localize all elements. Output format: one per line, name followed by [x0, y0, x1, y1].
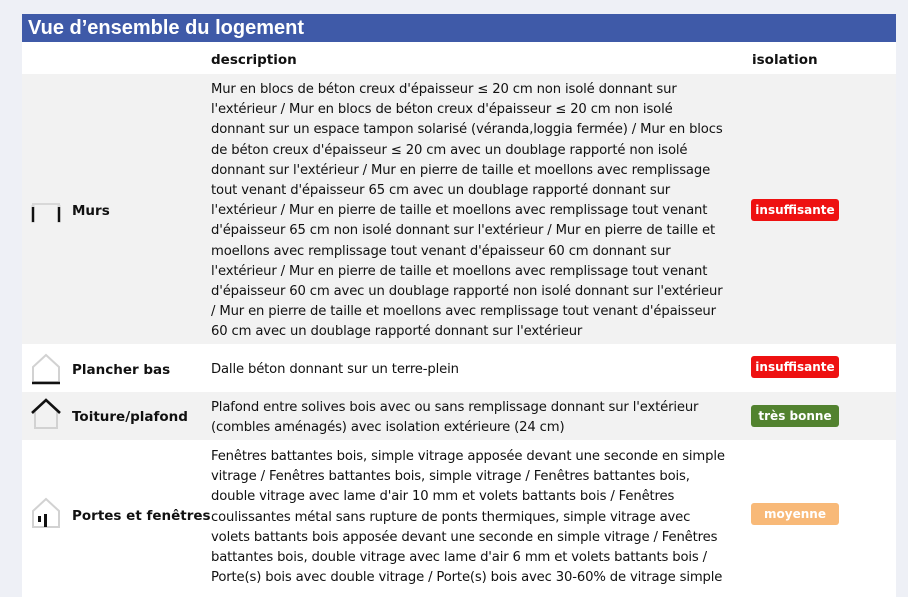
description-line: (combles aménagés) avec isolation extérieure (24 cm) [211, 420, 565, 436]
floor-icon [30, 352, 62, 386]
description-line: moellons avec remplissage tout venant d'épaisseur 60 cm donnant sur [211, 243, 671, 259]
description-line: d'épaisseur 60 cm avec un doublage rapporté non isolé donnant sur l'extérieur [211, 284, 723, 300]
description-line: Porte(s) bois avec double vitrage / Porte(s) bois avec 30-60% de vitrage simple [211, 570, 723, 586]
column-header-isolation: isolation [752, 52, 818, 68]
row-label-portes-fenetres: Portes et fenêtres [72, 508, 211, 524]
description-line: 60 cm avec un doublage rapporté donnant sur l'extérieur [211, 324, 583, 340]
description-line: Dalle béton donnant sur un terre-plein [211, 362, 459, 377]
description-line: donnant sur un espace tampon solarisé (véranda,loggia fermée) / Mur en blocs [211, 122, 723, 138]
description-line: Fenêtres battantes bois, simple vitrage apposée devant une seconde en simple [211, 449, 725, 464]
description-line: d'épaisseur 65 cm non isolé donnant sur l'extérieur / Mur en pierre de taille et [211, 223, 716, 239]
column-header-description: description [211, 52, 297, 68]
isolation-badge-murs: insuffisante [751, 199, 839, 221]
section-header [22, 14, 896, 42]
description-line: l'extérieur / Mur en pierre de taille et moellons avec remplissage tout venant [211, 203, 708, 219]
row-label-murs: Murs [72, 203, 110, 219]
isolation-badge-portes-fenetres: moyenne [751, 503, 839, 525]
row-description-murs [211, 80, 746, 343]
description-line: donnant sur l'extérieur / Mur en pierre de taille et moellons avec remplissage [211, 162, 711, 178]
row-description-toiture-plafond [211, 398, 746, 438]
description-line: coulissantes métal sans rupture de ponts thermiques, simple vitrage avec [211, 509, 691, 525]
isolation-badge-toiture-plafond: très bonne [751, 405, 839, 427]
description-line: de béton creux d'épaisseur ≤ 20 cm avec un doublage rapporté non isolé [211, 142, 688, 158]
row-description-portes-fenetres [211, 447, 746, 588]
row-description-plancher-bas [211, 360, 746, 380]
description-line: Plafond entre solives bois avec ou sans remplissage donnant sur l'extérieur [211, 400, 699, 415]
row-label-toiture-plafond: Toiture/plafond [72, 409, 188, 425]
description-line: vitrage / Fenêtres battantes bois, simple vitrage / Fenêtres battantes bois, [211, 469, 690, 485]
description-line: Mur en blocs de béton creux d'épaisseur ≤ 20 cm non isolé donnant sur [211, 82, 677, 97]
description-line: l'extérieur / Mur en blocs de béton creux d'épaisseur ≤ 20 cm non isolé [211, 102, 673, 118]
wall-icon [30, 193, 62, 227]
roof-icon [30, 397, 62, 431]
description-line: / Mur en pierre de taille et moellons avec remplissage tout venant d'épaisseur [211, 304, 716, 320]
description-line: double vitrage avec lame d'air 10 mm et volets battants bois / Fenêtres [211, 489, 675, 505]
isolation-badge-plancher-bas: insuffisante [751, 356, 839, 378]
section-title: Vue d’ensemble du logement [28, 17, 304, 39]
description-line: tout venant d'épaisseur 65 cm avec un doublage rapporté donnant sur [211, 183, 671, 199]
description-line: volets battants bois apposée devant une seconde en simple vitrage / Fenêtres [211, 529, 718, 545]
description-line: battantes bois, double vitrage avec lame d'air 6 mm et volets battants bois / [211, 550, 707, 566]
description-line: l'extérieur / Mur en pierre de taille et moellons avec remplissage tout venant [211, 263, 708, 279]
door-window-icon [30, 496, 62, 530]
row-label-plancher-bas: Plancher bas [72, 362, 171, 378]
